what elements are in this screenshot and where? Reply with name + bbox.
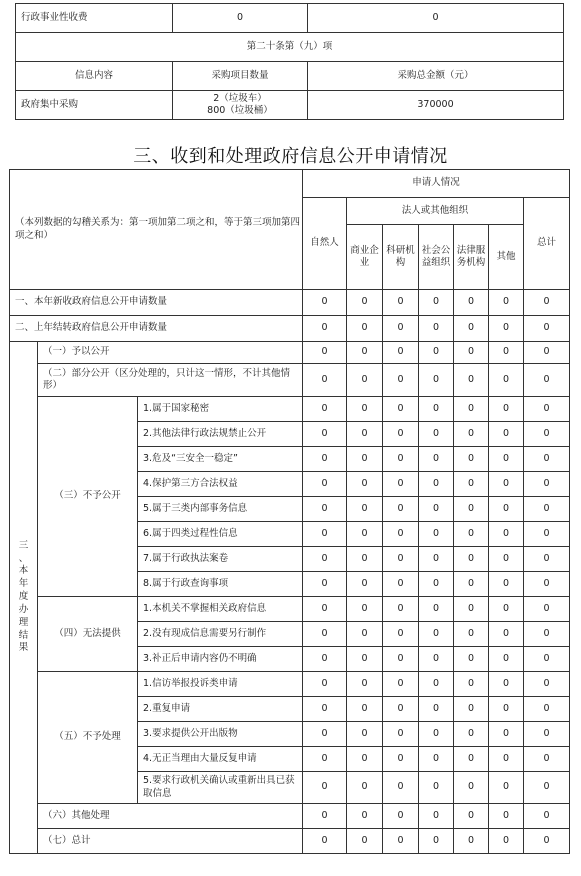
cell-value: 0 [303, 597, 347, 622]
cell-value: 0 [489, 397, 524, 422]
cell-value: 0 [489, 829, 524, 854]
cell-value: 0 [454, 829, 489, 854]
vertical-char: 理 [18, 616, 29, 628]
cell-value: 0 [419, 672, 454, 697]
row-label: 3.补正后申请内容仍不明确 [138, 647, 303, 672]
cell-value: 0 [524, 647, 570, 672]
cell-value: 0 [347, 316, 383, 342]
vertical-char: 度 [18, 591, 29, 603]
cell-value: 0 [308, 4, 564, 33]
cell-value: 0 [347, 472, 383, 497]
cell-value: 0 [419, 647, 454, 672]
cell-value: 0 [383, 747, 419, 772]
cell-value: 0 [383, 342, 419, 364]
cell-value: 0 [454, 597, 489, 622]
cell-value: 0 [489, 672, 524, 697]
cell-value: 0 [383, 597, 419, 622]
cell-value: 0 [454, 397, 489, 422]
cell-value: 0 [419, 364, 454, 397]
table-row [16, 91, 564, 120]
cell-value: 0 [454, 364, 489, 397]
cell-value: 0 [383, 722, 419, 747]
cell-value: 0 [454, 342, 489, 364]
cell-value: 0 [454, 316, 489, 342]
cell-value: 0 [383, 497, 419, 522]
cell-value: 0 [303, 342, 347, 364]
row-label: 一、本年新收政府信息公开申请数量 [10, 290, 303, 316]
cell-value: 0 [303, 572, 347, 597]
cell-value: 0 [347, 622, 383, 647]
cell-value: 0 [489, 772, 524, 804]
row-label: （六）其他处理 [38, 804, 303, 829]
section-title: 三、收到和处理政府信息公开申请情况 [133, 146, 448, 167]
table-row [10, 290, 570, 316]
table-row [16, 33, 564, 62]
row-label: 1.本机关不掌握相关政府信息 [138, 597, 303, 622]
row-label: 3.危及“三安全一稳定” [138, 447, 303, 472]
cell-value: 0 [347, 597, 383, 622]
cell-value: 0 [419, 447, 454, 472]
cell-value: 0 [303, 622, 347, 647]
cell-value: 0 [347, 829, 383, 854]
cell-value: 0 [524, 422, 570, 447]
row-label: 2.其他法律行政法规禁止公开 [138, 422, 303, 447]
cell-value: 0 [347, 422, 383, 447]
cell-value: 0 [303, 364, 347, 397]
cell-value: 0 [347, 522, 383, 547]
cell-value: 0 [347, 804, 383, 829]
row-label: 8.属于行政查询事项 [138, 572, 303, 597]
cell-value: 0 [419, 497, 454, 522]
cell-value: 0 [419, 622, 454, 647]
cell-value: 0 [347, 647, 383, 672]
cell-value: 0 [303, 447, 347, 472]
cell-value: 0 [524, 597, 570, 622]
cell-value: 0 [454, 547, 489, 572]
cell-value: 0 [419, 547, 454, 572]
cell-value: 0 [383, 522, 419, 547]
table-row [10, 597, 570, 622]
vertical-char: 三 [18, 539, 29, 551]
cell-value: 0 [419, 697, 454, 722]
cell-value: 0 [489, 597, 524, 622]
column-header: 采购总金额（元） [308, 62, 564, 91]
cell-value: 0 [383, 672, 419, 697]
cell-value: 0 [524, 804, 570, 829]
application-table [9, 169, 570, 854]
cell-value: 0 [419, 572, 454, 597]
cell-value: 0 [489, 547, 524, 572]
cell-value: 0 [454, 747, 489, 772]
note-cell: （本列数据的勾稽关系为：第一项加第二项之和，等于第三项加第四项之和） [10, 170, 303, 290]
cell-value: 0 [173, 4, 308, 33]
cell-value: 0 [303, 522, 347, 547]
cell-value: 0 [347, 722, 383, 747]
cell-value: 0 [383, 364, 419, 397]
table-row [10, 829, 570, 854]
cell-value: 0 [454, 497, 489, 522]
cell-value: 0 [383, 697, 419, 722]
cell-value: 0 [489, 697, 524, 722]
procurement-table [15, 3, 564, 120]
cell-value: 0 [383, 472, 419, 497]
cell-value: 0 [454, 804, 489, 829]
cell-value: 0 [419, 804, 454, 829]
cell-value: 0 [303, 547, 347, 572]
cell-value: 0 [489, 647, 524, 672]
cell-value: 0 [347, 397, 383, 422]
vertical-char: 结 [18, 629, 29, 641]
cell-value: 0 [419, 397, 454, 422]
cell-value: 0 [524, 472, 570, 497]
cell-value: 0 [524, 722, 570, 747]
cell-value: 0 [347, 572, 383, 597]
column-header: 社会公益组织 [419, 225, 454, 290]
cell-value: 0 [524, 747, 570, 772]
cell-value: 0 [524, 316, 570, 342]
row-label: 行政事业性收费 [16, 4, 173, 33]
cell-value: 0 [419, 747, 454, 772]
column-header: 法律服务机构 [454, 225, 489, 290]
column-header: 科研机构 [383, 225, 419, 290]
cell-value: 0 [454, 290, 489, 316]
cell-value: 0 [347, 747, 383, 772]
cell-value: 0 [303, 290, 347, 316]
row-label: 二、上年结转政府信息公开申请数量 [10, 316, 303, 342]
table-row [10, 364, 570, 397]
qty-line: 800（垃圾桶） [207, 105, 273, 116]
row-label: 3.要求提供公开出版物 [138, 722, 303, 747]
cell-value: 0 [524, 364, 570, 397]
cell-value: 0 [419, 342, 454, 364]
cell-value: 0 [383, 647, 419, 672]
cell-value: 0 [489, 472, 524, 497]
cell-value: 0 [524, 772, 570, 804]
cell-value: 0 [419, 522, 454, 547]
table-row [16, 4, 564, 33]
row-label: （一）予以公开 [38, 342, 303, 364]
table-row [10, 672, 570, 697]
row-label: 5.要求行政机关确认或重新出具已获取信息 [138, 772, 303, 804]
row-label: 政府集中采购 [16, 91, 173, 120]
cell-value: 0 [489, 722, 524, 747]
cell-value: 0 [383, 804, 419, 829]
section-header: 第二十条第（九）项 [16, 33, 564, 62]
cell-value: 370000 [308, 91, 564, 120]
row-label: 4.无正当理由大量反复申请 [138, 747, 303, 772]
cell-value: 0 [454, 722, 489, 747]
cell-value: 0 [347, 447, 383, 472]
cell-value: 0 [524, 829, 570, 854]
cell-value: 0 [303, 672, 347, 697]
cell-value: 0 [419, 829, 454, 854]
cell-value: 0 [489, 316, 524, 342]
cell-value: 0 [347, 342, 383, 364]
cell-value: 0 [489, 522, 524, 547]
cell-value: 0 [454, 697, 489, 722]
table-row [10, 170, 570, 198]
row-label: 1.信访举报投诉类申请 [138, 672, 303, 697]
cell-value: 0 [419, 316, 454, 342]
cell-value: 0 [489, 497, 524, 522]
cell-value: 0 [454, 447, 489, 472]
column-header: 总计 [524, 198, 570, 290]
cell-value: 0 [303, 647, 347, 672]
cell-value: 0 [489, 447, 524, 472]
cell-value: 0 [489, 342, 524, 364]
cell-value: 0 [489, 422, 524, 447]
cell-value: 0 [454, 647, 489, 672]
row-label: 6.属于四类过程性信息 [138, 522, 303, 547]
column-header: 商业企业 [347, 225, 383, 290]
cell-value: 0 [524, 672, 570, 697]
qty-line: 2（垃圾车） [213, 92, 267, 104]
cell-value: 0 [303, 422, 347, 447]
cell-value: 0 [347, 497, 383, 522]
vertical-label [10, 342, 38, 854]
row-label: 2.没有现成信息需要另行制作 [138, 622, 303, 647]
cell-value: 0 [303, 804, 347, 829]
group-label: （四）无法提供 [38, 597, 138, 672]
cell-value: 0 [419, 290, 454, 316]
cell-value: 0 [524, 342, 570, 364]
cell-value: 0 [303, 697, 347, 722]
cell-value: 0 [524, 572, 570, 597]
vertical-char: 年 [18, 578, 29, 590]
row-label: 1.属于国家秘密 [138, 397, 303, 422]
group-label: （五）不予处理 [38, 672, 138, 804]
table-row [10, 342, 570, 364]
cell-value: 0 [524, 697, 570, 722]
column-header: 自然人 [303, 198, 347, 290]
cell-value: 0 [383, 572, 419, 597]
cell-value: 0 [524, 547, 570, 572]
cell-value: 0 [303, 397, 347, 422]
cell-value: 0 [303, 722, 347, 747]
vertical-char: 、 [18, 552, 29, 564]
vertical-char: 本 [18, 565, 29, 577]
cell-value: 0 [524, 290, 570, 316]
column-header: 采购项目数量 [173, 62, 308, 91]
cell-value: 0 [524, 447, 570, 472]
cell-value: 0 [383, 772, 419, 804]
cell-value: 0 [454, 472, 489, 497]
row-label: （二）部分公开（区分处理的，只计这一情形，不计其他情形） [38, 364, 303, 397]
cell-value: 0 [524, 522, 570, 547]
cell-value: 0 [454, 772, 489, 804]
cell-value: 0 [347, 672, 383, 697]
cell-value: 0 [454, 622, 489, 647]
cell-value: 0 [489, 364, 524, 397]
cell-value: 0 [419, 772, 454, 804]
cell-value: 0 [303, 497, 347, 522]
row-label: （七）总计 [38, 829, 303, 854]
cell-value: 0 [419, 722, 454, 747]
cell-value: 0 [524, 497, 570, 522]
cell-value: 0 [347, 697, 383, 722]
table-row [10, 804, 570, 829]
cell-value: 0 [489, 572, 524, 597]
table-row [10, 316, 570, 342]
table-row [16, 62, 564, 91]
cell-value [173, 91, 308, 120]
cell-value: 0 [454, 422, 489, 447]
cell-value: 0 [524, 622, 570, 647]
cell-value: 0 [303, 747, 347, 772]
cell-value: 0 [383, 397, 419, 422]
cell-value: 0 [419, 422, 454, 447]
cell-value: 0 [383, 829, 419, 854]
cell-value: 0 [347, 364, 383, 397]
group-label: （三）不予公开 [38, 397, 138, 597]
row-label: 5.属于三类内部事务信息 [138, 497, 303, 522]
cell-value: 0 [303, 829, 347, 854]
column-header: 申请人情况 [303, 170, 570, 198]
column-header: 信息内容 [16, 62, 173, 91]
cell-value: 0 [303, 472, 347, 497]
cell-value: 0 [454, 672, 489, 697]
cell-value: 0 [489, 804, 524, 829]
cell-value: 0 [489, 622, 524, 647]
cell-value: 0 [383, 447, 419, 472]
row-label: 7.属于行政执法案卷 [138, 547, 303, 572]
column-header: 法人或其他组织 [347, 198, 524, 225]
cell-value: 0 [383, 290, 419, 316]
cell-value: 0 [419, 472, 454, 497]
cell-value: 0 [419, 597, 454, 622]
cell-value: 0 [524, 397, 570, 422]
vertical-char: 办 [18, 603, 29, 615]
cell-value: 0 [347, 772, 383, 804]
cell-value: 0 [383, 316, 419, 342]
cell-value: 0 [303, 772, 347, 804]
cell-value: 0 [383, 422, 419, 447]
row-label: 4.保护第三方合法权益 [138, 472, 303, 497]
cell-value: 0 [454, 572, 489, 597]
cell-value: 0 [454, 522, 489, 547]
table-row [10, 397, 570, 422]
cell-value: 0 [347, 547, 383, 572]
cell-value: 0 [489, 290, 524, 316]
cell-value: 0 [383, 622, 419, 647]
cell-value: 0 [383, 547, 419, 572]
cell-value: 0 [303, 316, 347, 342]
vertical-char: 果 [18, 642, 29, 654]
column-header: 其他 [489, 225, 524, 290]
row-label: 2.重复申请 [138, 697, 303, 722]
cell-value: 0 [347, 290, 383, 316]
cell-value: 0 [489, 747, 524, 772]
